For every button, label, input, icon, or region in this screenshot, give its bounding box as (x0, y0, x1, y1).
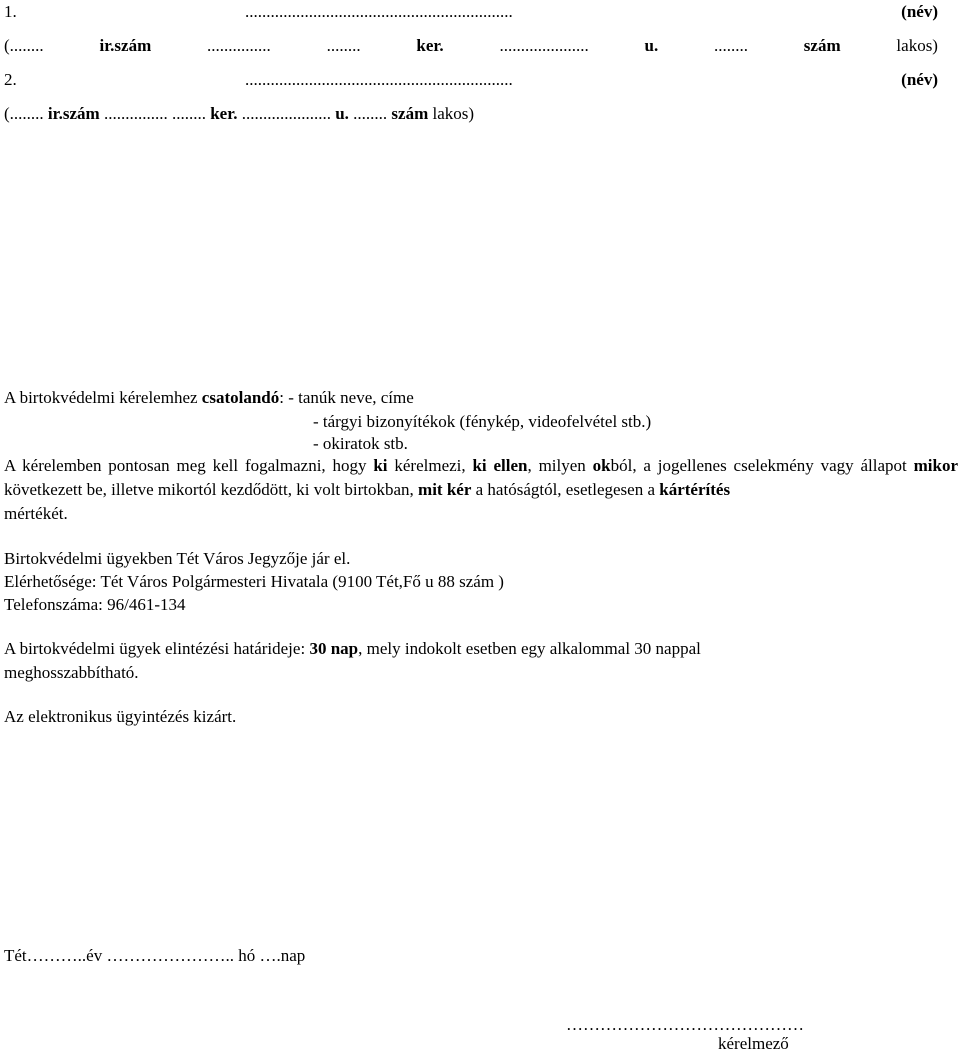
deadline-paragraph: A birtokvédelmi ügyek elintézési határideje: 30 nap, mely indokolt esetben egy alkalommal 30 nappal meghosszabbítható. (4, 639, 701, 682)
attachments-item-documents: - okiratok stb. (313, 434, 408, 453)
addr-blank-3: ..................... (499, 36, 589, 55)
addr-ker: ker. (416, 36, 444, 55)
party-2-address-line: (........ ir.szám ............... ........ ker. ..................... u. ........ szám lakos) (4, 104, 475, 123)
signature-blank: …………………………………… (566, 1015, 804, 1034)
attachments-intro: A birtokvédelmi kérelemhez csatolandó: - tanúk neve, címe (4, 388, 414, 407)
party-1-number: 1. (4, 2, 17, 21)
addr-irszam: ir.szám (99, 36, 152, 55)
requirements-paragraph: A kérelemben pontosan meg kell fogalmazni, hogy ki kérelmezi, ki ellen, milyen okból, a jogellenes cselekmény vagy állapot mikor következett be, illetve mikortól kezdődött, ki volt birtokban, mit kér a hatóságtól, esetlegesen a kártérítés mértékét. (4, 456, 958, 523)
addr-open: (........ (4, 36, 44, 55)
addr-blank-2: ........ (326, 36, 361, 55)
addr-lakos: lakos) (896, 36, 938, 55)
party-1-name-blank: ............................................................... (245, 2, 513, 21)
authority-contact: Elérhetősége: Tét Város Polgármesteri Hivatala (9100 Tét,Fő u 88 szám ) (4, 572, 504, 591)
party-1-address-line (4, 34, 938, 58)
addr-blank-1: ............... (207, 36, 271, 55)
addr-szam: szám (803, 36, 841, 55)
addr-u: u. (644, 36, 659, 55)
date-line: Tét………..év ………………….. hó ….nap (4, 946, 306, 965)
electronic-note: Az elektronikus ügyintézés kizárt. (4, 707, 237, 726)
party-2-name-label: (név) (901, 70, 938, 89)
party-1-name-label: (név) (901, 2, 938, 21)
authority-line: Birtokvédelmi ügyekben Tét Város Jegyzője jár el. (4, 549, 351, 568)
authority-phone: Telefonszáma: 96/461-134 (4, 595, 186, 614)
signature-label: kérelmező (718, 1034, 789, 1053)
attachments-item-evidence: - tárgyi bizonyítékok (fénykép, videofelvétel stb.) (313, 412, 652, 431)
party-2-name-blank: ............................................................... (245, 70, 513, 89)
party-2-number: 2. (4, 70, 17, 89)
addr-blank-4: ........ (714, 36, 748, 55)
